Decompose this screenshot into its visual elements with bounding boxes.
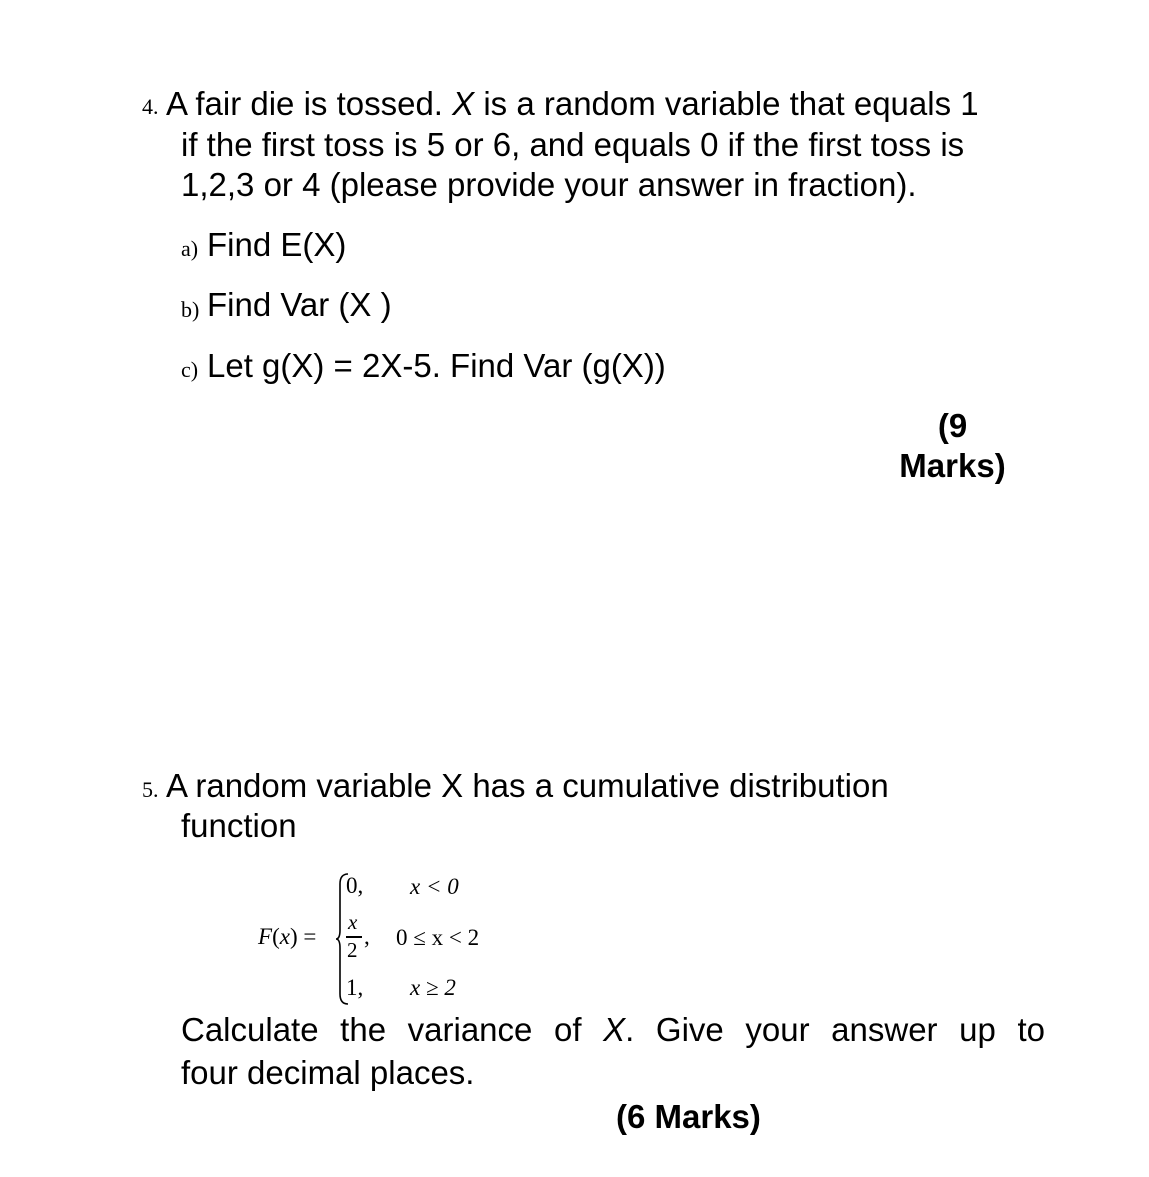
question-4-line-3: 1,2,3 or 4 (please provide your answer in fraction). (181, 166, 917, 203)
case-3-value: 1, (346, 975, 364, 1000)
case-2-condition: 0 ≤ x < 2 (396, 925, 480, 950)
question-4-marks: (9 Marks) (899, 407, 1006, 484)
part-c-label: c) (181, 357, 199, 382)
question-4-line-2: if the first toss is 5 or 6, and equals 0 if the first toss is (181, 126, 965, 163)
question-5-instruction-line-1: Calculate the variance of X. Give your answer up to (181, 1011, 1045, 1048)
part-a-text: Find E(X) (207, 226, 347, 263)
part-b-text: Find Var (X ) (207, 286, 392, 323)
case-2-denominator: 2 (347, 938, 358, 962)
formula-lhs: F(x) = (258, 924, 317, 949)
cdf-formula (258, 870, 498, 1010)
case-3-condition: x ≥ 2 (410, 975, 456, 1000)
question-5-number: 5. (142, 777, 159, 802)
question-5-marks: (6 Marks) (616, 1098, 761, 1135)
case-1-condition: x < 0 (410, 874, 459, 899)
question-4-line-1: A fair die is tossed. X is a random variable that equals 1 (166, 85, 979, 122)
variable-x: X (452, 85, 475, 122)
case-1-value: 0, (346, 873, 364, 898)
part-b-label: b) (181, 297, 200, 322)
part-a-label: a) (181, 236, 199, 261)
question-4-number: 4. (142, 94, 159, 119)
variable-x: X (603, 1011, 626, 1048)
question-5-line-2: function (181, 807, 297, 844)
question-5-line-1: A random variable X has a cumulative distribution (166, 767, 889, 804)
case-2-numerator: x (348, 910, 358, 934)
question-5-instruction-line-2: four decimal places. (181, 1054, 475, 1091)
case-2-comma: , (364, 924, 370, 949)
part-c-text: Let g(X) = 2X-5. Find Var (g(X)) (207, 347, 666, 384)
